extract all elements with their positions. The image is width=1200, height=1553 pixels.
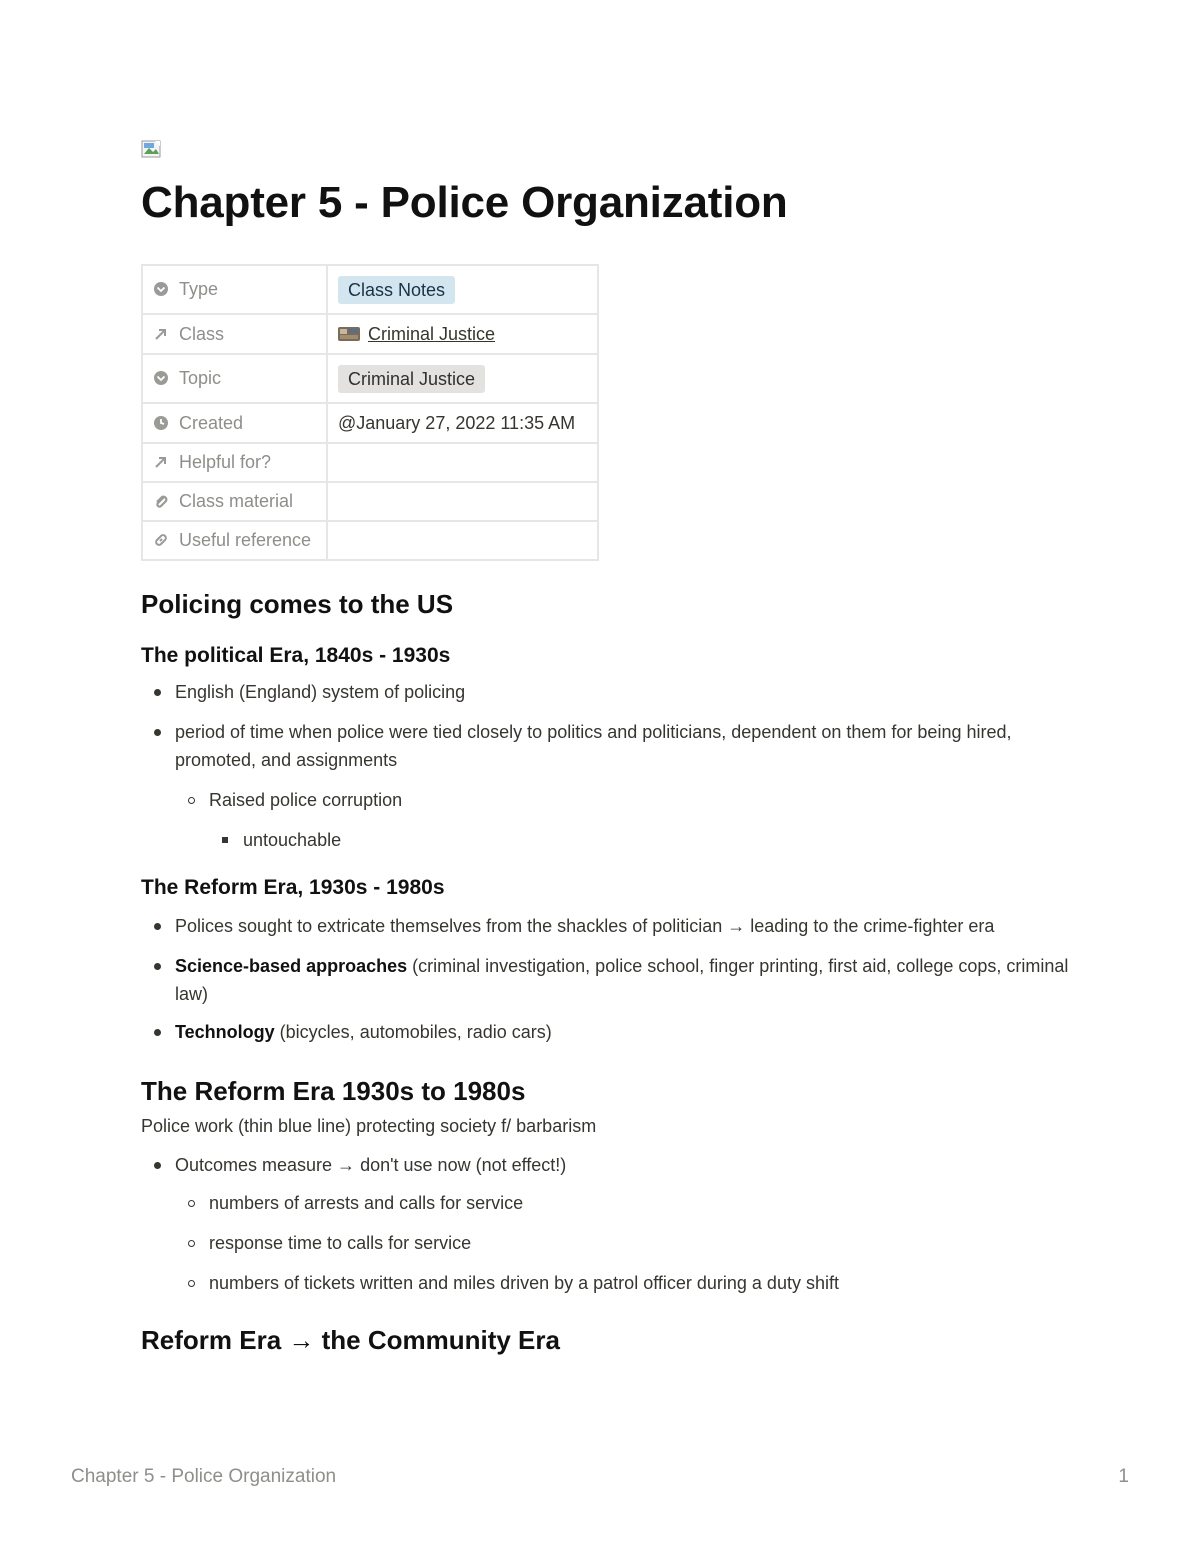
square-bullet-icon [222, 837, 228, 843]
page-thumbnail-icon [338, 326, 360, 342]
property-key: Class [142, 314, 327, 354]
footer-title: Chapter 5 - Police Organization [71, 1466, 337, 1487]
property-value-empty[interactable] [327, 521, 598, 560]
page-title: Chapter 5 - Police Organization [141, 178, 788, 227]
created-date: @January 27, 2022 11:35 AM [327, 403, 598, 443]
list-nested [141, 1189, 1071, 1297]
circle-bullet-icon [188, 1280, 195, 1287]
bullet-icon [154, 963, 161, 970]
list-item: Raised police corruption [175, 786, 1071, 814]
properties-table [141, 264, 599, 561]
list-item: English (England) system of policing [141, 678, 1071, 706]
property-key: Helpful for? [142, 443, 327, 482]
heading-reform-era-1: The Reform Era, 1930s - 1980s [141, 876, 445, 899]
list-item: Science-based approaches (criminal investigation, police school, finger printing, first aid, college cops, criminal law) [141, 952, 1071, 1008]
property-key: Useful reference [142, 521, 327, 560]
list-item: Outcomes measure → don't use now (not effect!) [141, 1151, 1071, 1179]
property-key: Class material [142, 482, 327, 521]
list-nested-2 [141, 826, 1071, 854]
property-row-created [142, 403, 598, 443]
property-row-helpful-for [142, 443, 598, 482]
property-value-empty[interactable] [327, 443, 598, 482]
broken-image-icon [141, 140, 163, 160]
property-row-class-material [142, 482, 598, 521]
heading-reform-to-community-era: Reform Era → the Community Era [141, 1325, 560, 1355]
circle-bullet-icon [188, 797, 195, 804]
property-row-type [142, 265, 598, 314]
link-icon [153, 532, 169, 548]
property-value-empty[interactable] [327, 482, 598, 521]
property-row-useful-reference [142, 521, 598, 560]
class-link[interactable]: Criminal Justice [368, 323, 496, 344]
tag-criminal-justice[interactable]: Criminal Justice [338, 365, 485, 393]
circle-bullet-icon [188, 1200, 195, 1207]
property-value[interactable] [327, 265, 598, 314]
relation-arrow-icon [153, 326, 169, 342]
list-item: period of time when police were tied closely to politics and politicians, dependent on them for being hired, promoted, and assignments [141, 718, 1071, 774]
select-icon [153, 370, 169, 386]
list-nested [141, 786, 1071, 814]
bullet-icon [154, 923, 161, 930]
heading-policing-comes-to-the-us: Policing comes to the US [141, 589, 454, 619]
footer-page-number: 1 [1118, 1466, 1129, 1487]
list-item: Polices sought to extricate themselves from the shackles of politician → leading to the crime-fighter era [141, 912, 1071, 940]
list-item: untouchable [209, 826, 1071, 854]
clock-icon [153, 415, 169, 431]
bullet-icon [154, 1029, 161, 1036]
list-reform-era [141, 912, 1071, 1046]
tag-class-notes[interactable]: Class Notes [338, 276, 455, 304]
bullet-icon [154, 1162, 161, 1169]
list-outcomes [141, 1151, 1071, 1179]
list-item: numbers of arrests and calls for service [175, 1189, 1071, 1217]
list-item: numbers of tickets written and miles driven by a patrol officer during a duty shift [175, 1269, 1071, 1297]
list-item: response time to calls for service [175, 1229, 1071, 1257]
property-key: Created [142, 403, 327, 443]
circle-bullet-icon [188, 1240, 195, 1247]
relation-arrow-icon [153, 454, 169, 470]
property-value[interactable] [327, 314, 598, 354]
property-value[interactable] [327, 354, 598, 403]
select-icon [153, 281, 169, 297]
heading-reform-era-1930s-to-1980s: The Reform Era 1930s to 1980s [141, 1076, 526, 1106]
paperclip-icon [153, 493, 169, 509]
property-row-topic [142, 354, 598, 403]
property-key: Topic [142, 354, 327, 403]
property-key: Type [142, 265, 327, 314]
document-page [141, 140, 1071, 1356]
list-political-era [141, 678, 1071, 774]
list-item: Technology (bicycles, automobiles, radio cars) [141, 1018, 1071, 1046]
bullet-icon [154, 689, 161, 696]
heading-political-era: The political Era, 1840s - 1930s [141, 644, 451, 667]
paragraph: Police work (thin blue line) protecting society f/ barbarism [141, 1116, 597, 1136]
bullet-icon [154, 729, 161, 736]
property-row-class [142, 314, 598, 354]
